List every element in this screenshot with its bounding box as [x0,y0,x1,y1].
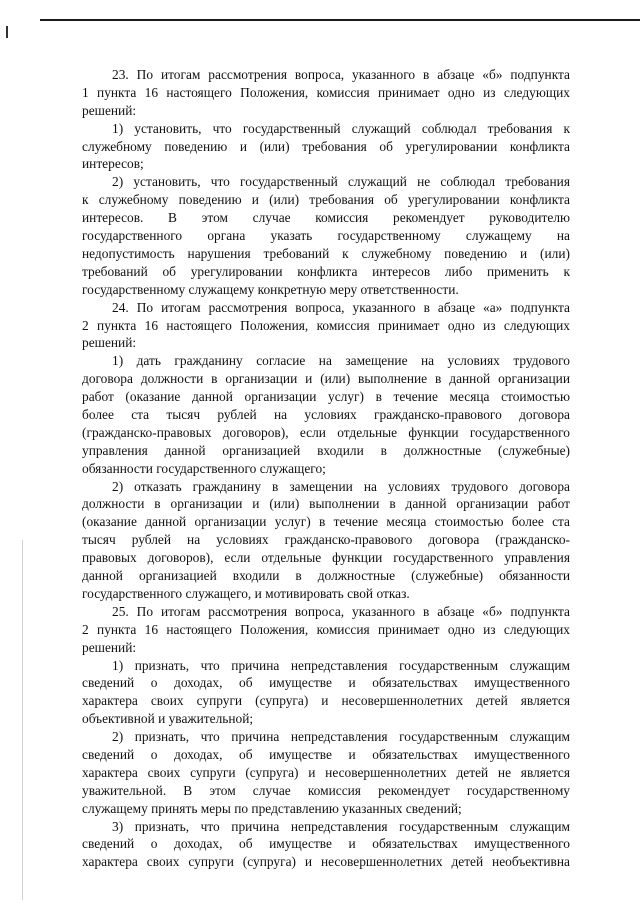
text-line: государственному служащему конкретную меру ответственности. [82,281,459,297]
text-line: 2 пункта 16 настоящего Положения, комиссия принимает одно из следующих [82,317,570,333]
text-line: (гражданско-правовых договоров), если отдельные функции государственного [82,424,570,440]
text-line: (оказание данной организации услуг) в течение месяца стоимостью более ста [82,514,570,530]
text-line: обязанности государственного служащего; [82,460,326,476]
text-line: 23. По итогам рассмотрения вопроса, указанного в абзаце «б» подпункта [112,67,570,82]
text-line: к служебному поведению и (или) требования об урегулировании конфликта [82,192,570,208]
text-line: объективной и уважительной; [82,711,254,727]
text-line: 3) признать, что причина непредставления государственным служащим [112,818,570,834]
text-line: договора должности в организации и (или) выполнение в данной организации [82,371,570,387]
text-line: 1) признать, что причина непредставления государственным служащим [112,657,570,673]
text-line: 1 пункта 16 настоящего Положения, комиссия принимает одно из следующих [82,84,570,100]
document-body-text [82,66,570,871]
text-line: сведений о доходах, об имуществе и обязательствах имущественного [82,746,570,762]
top-border-line [40,19,640,21]
text-line: уважительной. В этом случае комиссия рекомендует государственному [82,782,570,798]
text-line: сведений о доходах, об имуществе и обязательствах имущественного [82,836,570,852]
text-line: государственного служащего, и мотивировать свой отказ. [82,585,410,601]
text-line: государственного органа указать государственному служащему на [82,228,570,244]
text-line: 2) отказать гражданину в замещении на условиях трудового договора [112,478,570,494]
text-line: решений: [82,639,137,655]
scan-margin-mark [6,26,8,38]
text-line: данной организацией входили в должностные (служебные) обязанности [82,568,570,584]
text-line: интересов. В этом случае комиссия рекомендует руководителю [82,210,570,226]
text-line: решений: [82,335,137,351]
scan-edge-shadow [22,540,23,900]
text-line: 1) установить, что государственный служащий соблюдал требования к [112,120,570,136]
text-line: сведений о доходах, об имуществе и обязательствах имущественного [82,675,570,691]
text-line: служащему принять меры по представлению указанных сведений; [82,800,462,816]
text-line: правовых договоров), если отдельные функции государственного управления [82,550,570,566]
text-line: тысяч рублей на условиях гражданско-правового договора (гражданско- [82,532,570,548]
text-line: служебному поведению и (или) требования об урегулировании конфликта [82,138,570,154]
text-line: характера своих супруги (супруга) и несовершеннолетних детей необъективна [82,854,570,870]
text-line: 2) установить, что государственный служащий не соблюдал требования [112,174,570,190]
text-line: требований об урегулировании конфликта интересов либо применить к [82,263,570,279]
text-line: характера своих супруги (супруга) и несовершеннолетних детей является [82,693,570,709]
text-line: более ста тысяч рублей на условиях гражданско-правового договора [82,406,570,422]
text-line: 2) признать, что причина непредставления государственным служащим [112,729,570,745]
text-line: недопустимость нарушения требований к служебному поведению и (или) [82,245,570,261]
text-line: 25. По итогам рассмотрения вопроса, указанного в абзаце «б» подпункта [112,603,570,619]
text-line: управления данной организацией входили в должностные (служебные) [82,442,570,458]
text-line: характера своих супруги (супруга) и несовершеннолетних детей не является [82,764,570,780]
text-line: 1) дать гражданину согласие на замещение на условиях трудового [112,353,570,369]
text-line: интересов; [82,156,144,172]
text-line: 24. По итогам рассмотрения вопроса, указанного в абзаце «а» подпункта [112,299,570,315]
text-line: решений: [82,102,137,118]
text-line: должности в организации и (или) выполнении в данной организации работ [82,496,570,512]
text-line: 2 пункта 16 настоящего Положения, комиссия принимает одно из следующих [82,621,570,637]
text-line: работ (оказание данной организации услуг) в течение месяца стоимостью [82,389,570,405]
